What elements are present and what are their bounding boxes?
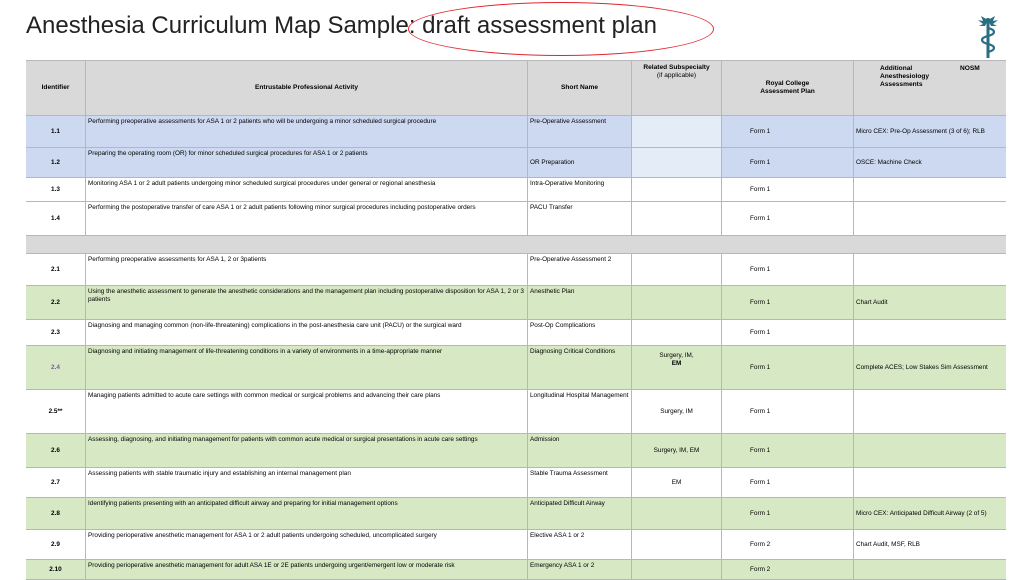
row-short-name: Post-Op Complications <box>528 320 632 345</box>
row-subspecialty: EM <box>632 468 722 497</box>
row-identifier: 2.4 <box>26 346 86 389</box>
row-additional <box>854 560 1006 579</box>
row-identifier: 1.1 <box>26 116 86 147</box>
row-short-name: Intra-Operative Monitoring <box>528 178 632 201</box>
row-short-name: Pre-Operative Assessment 2 <box>528 254 632 285</box>
header-short-name: Short Name <box>528 61 632 115</box>
row-identifier: 2.5** <box>26 390 86 433</box>
row-royal-college: Form 2 <box>722 530 854 559</box>
row-epa: Using the anesthetic assessment to generate the anesthetic considerations and the management plan including postoperative disposition for ASA 1, 2 or 3 patients <box>86 286 528 319</box>
row-subspecialty <box>632 530 722 559</box>
highlight-ellipse <box>408 2 714 56</box>
row-additional: Chart Audit, MSF, RLB <box>856 540 920 548</box>
row-royal-college: Form 1 <box>722 148 854 177</box>
row-short-name: Admission <box>528 434 632 467</box>
row-additional <box>854 320 1006 345</box>
table-row <box>26 346 1006 390</box>
row-additional: Micro CEX: Anticipated Difficult Airway (2 of 5) <box>856 509 987 517</box>
table-row <box>26 530 1006 560</box>
row-additional <box>854 254 1006 285</box>
row-additional: Complete ACES; Low Stakes Sim Assessment <box>856 363 988 371</box>
row-epa: Monitoring ASA 1 or 2 adult patients undergoing minor scheduled surgical procedures under general or regional anesthesia <box>86 178 528 201</box>
row-royal-college: Form 1 <box>722 286 854 319</box>
row-subspecialty <box>632 286 722 319</box>
row-identifier: 2.3 <box>26 320 86 345</box>
row-short-name: PACU Transfer <box>528 202 632 235</box>
row-epa: Providing perioperative anesthetic management for adult ASA 1E or 2E patients undergoing urgent/emergent low or moderate risk <box>86 560 528 579</box>
table-row <box>26 116 1006 148</box>
header-related-subspecialty: Related Subspecialty (if applicable) <box>632 61 722 115</box>
row-identifier: 2.9 <box>26 530 86 559</box>
row-subspecialty <box>632 320 722 345</box>
header-nosm: NOSM <box>960 65 980 72</box>
slide-title: Anesthesia Curriculum Map Sample: draft assessment plan <box>26 12 657 39</box>
row-short-name: Diagnosing Critical Conditions <box>528 346 632 389</box>
row-subspecialty <box>632 498 722 529</box>
row-royal-college: Form 1 <box>722 178 854 201</box>
row-identifier: 2.6 <box>26 434 86 467</box>
staff-of-asclepius-icon <box>974 14 1002 60</box>
row-royal-college: Form 1 <box>722 346 854 389</box>
row-royal-college: Form 1 <box>722 254 854 285</box>
row-identifier: 1.3 <box>26 178 86 201</box>
row-royal-college: Form 1 <box>722 320 854 345</box>
table-row <box>26 286 1006 320</box>
row-royal-college: Form 2 <box>722 560 854 579</box>
row-additional: Chart Audit <box>856 298 888 306</box>
row-epa: Diagnosing and initiating management of life-threatening conditions in a variety of environments in a time-appropriate manner <box>86 346 528 389</box>
section-divider-row <box>26 236 1006 254</box>
table-row <box>26 390 1006 434</box>
row-additional: OSCE: Machine Check <box>856 158 922 166</box>
row-royal-college: Form 1 <box>722 498 854 529</box>
row-royal-college: Form 1 <box>722 434 854 467</box>
row-short-name: OR Preparation <box>528 148 632 177</box>
table-row <box>26 468 1006 498</box>
row-additional <box>854 468 1006 497</box>
subspecialty-line: Surgery, IM, <box>659 352 694 359</box>
row-subspecialty <box>632 346 722 389</box>
subspecialty-em: EM <box>671 360 682 367</box>
row-subspecialty <box>632 254 722 285</box>
header-epa: Entrustable Professional Activity <box>86 61 528 115</box>
row-additional <box>854 434 1006 467</box>
header-royal-college: Royal College Assessment Plan <box>722 61 854 115</box>
row-short-name: Emergency ASA 1 or 2 <box>528 560 632 579</box>
row-epa: Performing preoperative assessments for ASA 1 or 2 patients who will be undergoing a minor scheduled surgical procedure <box>86 116 528 147</box>
header-additional: Additional Anesthesiology Assessments NOSM <box>880 65 980 88</box>
row-subspecialty <box>632 202 722 235</box>
header-identifier: Identifier <box>26 61 86 115</box>
row-royal-college: Form 1 <box>722 116 854 147</box>
row-subspecialty: Surgery, IM, EM <box>632 434 722 467</box>
row-identifier: 1.4 <box>26 202 86 235</box>
table-row <box>26 202 1006 236</box>
table-row <box>26 148 1006 178</box>
row-epa: Performing preoperative assessments for ASA 1, 2 or 3patients <box>86 254 528 285</box>
row-subspecialty <box>632 178 722 201</box>
table-row <box>26 434 1006 468</box>
row-subspecialty <box>632 148 722 177</box>
row-short-name: Anticipated Difficult Airway <box>528 498 632 529</box>
row-identifier: 2.8 <box>26 498 86 529</box>
row-short-name: Longitudinal Hospital Management <box>528 390 632 433</box>
row-epa: Preparing the operating room (OR) for minor scheduled surgical procedures for ASA 1 or 2 patients <box>86 148 528 177</box>
row-subspecialty <box>632 560 722 579</box>
row-identifier: 2.1 <box>26 254 86 285</box>
table-row <box>26 254 1006 286</box>
row-identifier: 2.2 <box>26 286 86 319</box>
row-royal-college: Form 1 <box>722 468 854 497</box>
table-row <box>26 560 1006 580</box>
row-short-name: Elective ASA 1 or 2 <box>528 530 632 559</box>
row-additional <box>854 202 1006 235</box>
table-row <box>26 178 1006 202</box>
row-epa: Assessing patients with stable traumatic injury and establishing an internal management plan <box>86 468 528 497</box>
row-epa: Diagnosing and managing common (non-life-threatening) complications in the post-anesthesia care unit (PACU) or the surgical ward <box>86 320 528 345</box>
row-epa: Identifying patients presenting with an anticipated difficult airway and preparing for initial management options <box>86 498 528 529</box>
row-short-name: Anesthetic Plan <box>528 286 632 319</box>
table-row <box>26 498 1006 530</box>
row-subspecialty <box>632 116 722 147</box>
row-epa: Managing patients admitted to acute care settings with common medical or surgical problems and advancing their care plans <box>86 390 528 433</box>
row-short-name: Stable Trauma Assessment <box>528 468 632 497</box>
row-epa: Assessing, diagnosing, and initiating management for patients with common acute medical or surgical presentations in acute care settings <box>86 434 528 467</box>
row-additional <box>854 390 1006 433</box>
row-identifier: 2.10 <box>26 560 86 579</box>
row-short-name: Pre-Operative Assessment <box>528 116 632 147</box>
row-additional: Micro CEX: Pre-Op Assessment (3 of 6); RLB <box>856 127 985 135</box>
row-additional <box>854 178 1006 201</box>
row-royal-college: Form 1 <box>722 202 854 235</box>
row-epa: Performing the postoperative transfer of care ASA 1 or 2 adult patients following minor surgical procedures including postoperative orders <box>86 202 528 235</box>
row-identifier: 1.2 <box>26 148 86 177</box>
table-row <box>26 320 1006 346</box>
row-epa: Providing perioperative anesthetic management for ASA 1 or 2 adult patients undergoing scheduled, uncomplicated surgery <box>86 530 528 559</box>
table-header-row <box>26 60 1006 116</box>
row-royal-college: Form 1 <box>722 390 854 433</box>
row-identifier: 2.7 <box>26 468 86 497</box>
row-subspecialty: Surgery, IM <box>632 390 722 433</box>
